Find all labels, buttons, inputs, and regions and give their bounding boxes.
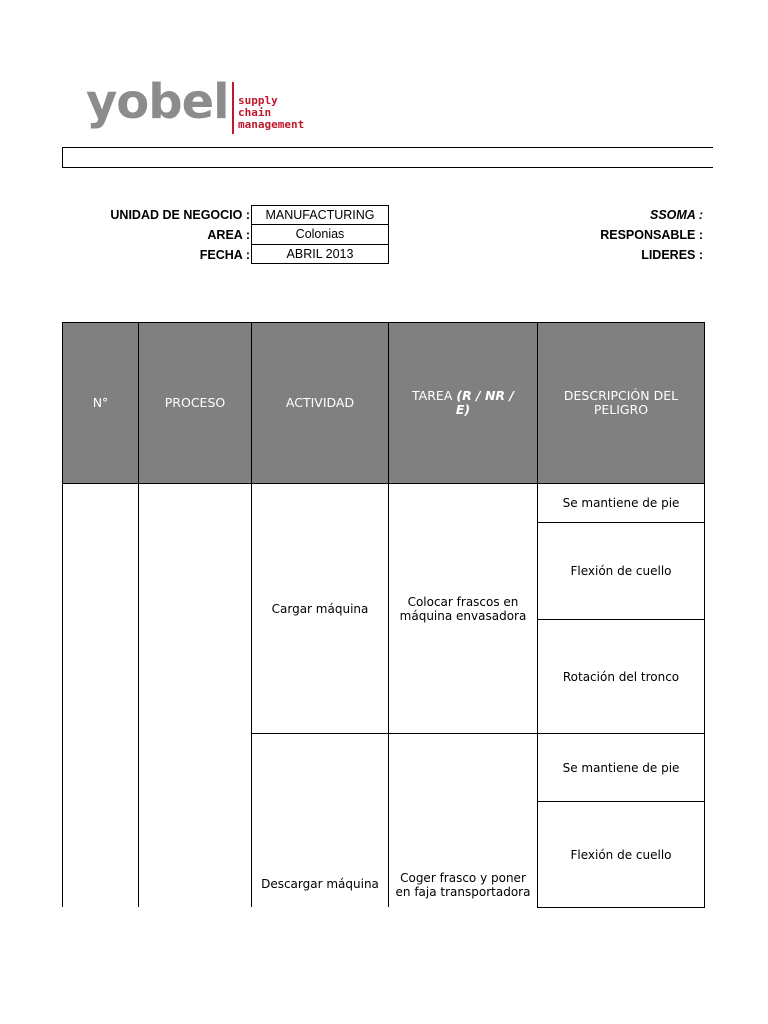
unidad-label: UNIDAD DE NEGOCIO :: [110, 208, 250, 222]
actividad-text-2: Descargar máquina: [261, 877, 379, 891]
responsable-label: RESPONSABLE :: [600, 228, 703, 242]
lideres-label: LIDERES :: [641, 248, 703, 262]
header-num-label: N°: [92, 395, 109, 410]
peligro-cell-2b: [537, 801, 705, 908]
logo-tagline: [238, 95, 304, 131]
logo-tagline-line: chain: [238, 106, 272, 119]
peligro-cell-1a: [537, 483, 705, 523]
header-tarea: [388, 322, 538, 484]
fecha-value: ABRIL 2013: [251, 244, 389, 264]
header-descripcion: [537, 322, 705, 484]
logo-divider: [232, 82, 234, 134]
logo-tagline-line: supply: [238, 94, 278, 107]
table-line: [138, 483, 139, 907]
peligro-cell-1c: [537, 619, 705, 734]
fecha-label: FECHA :: [199, 248, 250, 262]
unidad-value: MANUFACTURING: [251, 205, 389, 225]
peligro-text-1c: Rotación del tronco: [562, 669, 680, 684]
tarea-cell-1: [388, 483, 538, 734]
tarea-text-2: Coger frasco y poner en faja transportadora: [395, 871, 531, 899]
table-line: [62, 483, 63, 907]
ssoma-label: SSOMA :: [649, 208, 703, 222]
actividad-text-1: Cargar máquina: [271, 601, 369, 616]
tarea-cell-2: [388, 733, 538, 907]
logo-wordmark: yobel: [86, 74, 229, 130]
actividad-cell-2: [251, 733, 389, 907]
header-actividad: [251, 322, 389, 484]
area-label: AREA :: [207, 228, 250, 242]
peligro-text-1b: Flexión de cuello: [570, 564, 672, 578]
peligro-text-1a: Se mantiene de pie: [562, 496, 680, 510]
peligro-cell-1b: [537, 522, 705, 620]
header-tarea-label: TAREA: [412, 388, 453, 403]
header-proceso: [138, 322, 252, 484]
actividad-cell-1: [251, 483, 389, 734]
tarea-text-1: Colocar frascos en máquina envasadora: [399, 594, 527, 623]
peligro-text-2a: Se mantiene de pie: [562, 760, 680, 775]
logo-tagline-line: management: [238, 118, 305, 131]
area-value: Colonias: [251, 225, 389, 245]
header-actividad-label: ACTIVIDAD: [285, 395, 355, 410]
header-proceso-label: PROCESO: [164, 395, 226, 410]
header-descripcion-label: DESCRIPCIÓN DEL PELIGRO: [563, 388, 679, 417]
peligro-text-2b: Flexión de cuello: [570, 847, 672, 862]
header-num: [62, 322, 139, 484]
peligro-cell-2a: [537, 733, 705, 802]
title-box: [62, 147, 713, 168]
header-tarea-codes: (R / NR / E): [455, 388, 514, 417]
